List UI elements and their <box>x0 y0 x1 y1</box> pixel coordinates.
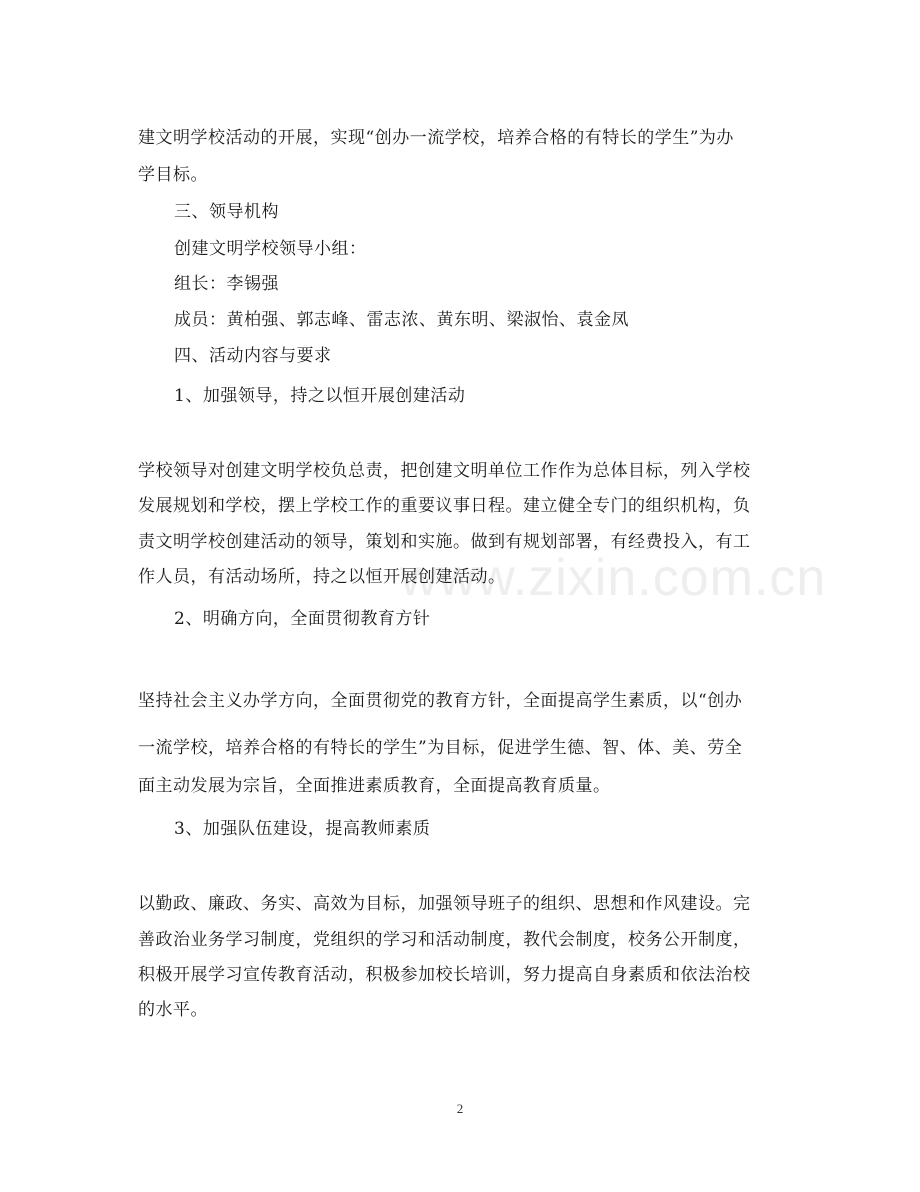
page-number: 2 <box>456 1101 464 1116</box>
paragraph-line: 的水平。 <box>138 1000 208 1020</box>
paragraph-line: 一流学校，培养合格的有特长的学生”为目标，促进学生德、智、体、美、劳全 <box>138 738 743 758</box>
subsection-heading: 2、明确方向，全面贯彻教育方针 <box>174 609 431 629</box>
paragraph-line: 创建文明学校领导小组： <box>174 239 367 259</box>
paragraph-line: 组长：李锡强 <box>174 274 279 294</box>
paragraph-line: 坚持社会主义办学方向，全面贯彻党的教育方针，全面提高学生素质，以“创办 <box>138 691 743 711</box>
subsection-heading: 1、加强领导，持之以恒开展创建活动 <box>174 386 466 406</box>
subsection-heading: 3、加强队伍建设，提高教师素质 <box>174 819 431 839</box>
paragraph-line: 以勤政、廉政、务实、高效为目标，加强领导班子的组织、思想和作风建设。完 <box>138 894 751 914</box>
paragraph-line: 责文明学校创建活动的领导，策划和实施。做到有规划部署，有经费投入，有工 <box>138 532 751 552</box>
paragraph-line: 学目标。 <box>138 165 208 185</box>
paragraph-line: 作人员，有活动场所，持之以恒开展创建活动。 <box>138 567 506 587</box>
paragraph-line: 面主动发展为宗旨，全面推进素质教育，全面提高教育质量。 <box>138 776 611 796</box>
paragraph-line: 积极开展学习宣传教育活动，积极参加校长培训，努力提高自身素质和依法治校 <box>138 965 751 985</box>
section-heading: 四、活动内容与要求 <box>174 346 332 366</box>
paragraph-line: 成员：黄柏强、郭志峰、雷志浓、黄东明、梁淑怡、袁金凤 <box>174 310 629 330</box>
paragraph-line: 学校领导对创建文明学校负总责，把创建文明单位工作作为总体目标，列入学校 <box>138 461 751 481</box>
section-heading: 三、领导机构 <box>174 202 279 222</box>
watermark: www.zixin.com.cn <box>400 549 827 607</box>
paragraph-line: 建文明学校活动的开展，实现“创办一流学校，培养合格的有特长的学生”为办 <box>138 128 734 148</box>
paragraph-line: 发展规划和学校，摆上学校工作的重要议事日程。建立健全专门的组织机构，负 <box>138 496 751 516</box>
paragraph-line: 善政治业务学习制度，党组织的学习和活动制度，教代会制度，校务公开制度， <box>138 930 751 950</box>
